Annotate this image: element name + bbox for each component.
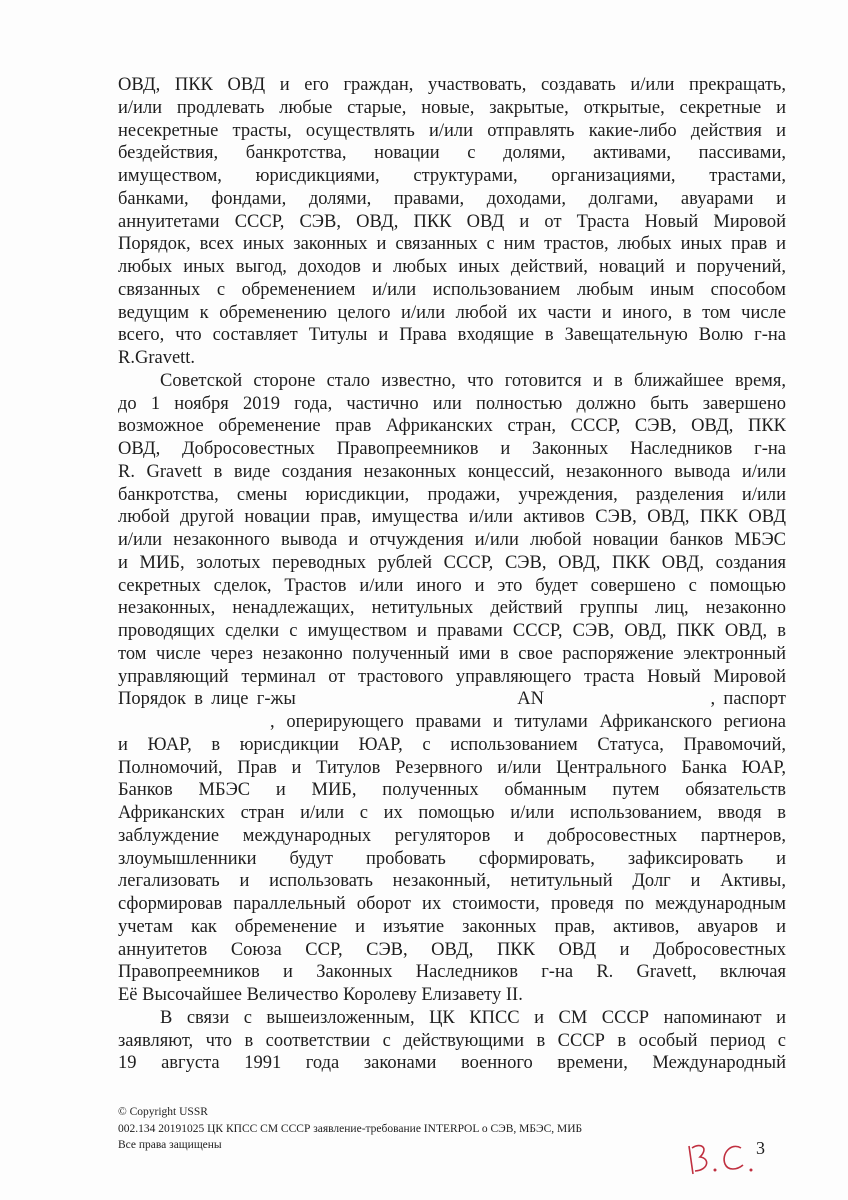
text-line: Порядок, всех иных законных и связанных с ним трастов, любых иных прав и [118, 234, 786, 255]
page-footer [118, 1104, 582, 1154]
text-line: R. Gravett в виде создания незаконных концессий, незаконного вывода и/или [118, 461, 786, 482]
redacted-area [118, 713, 270, 729]
text-line: Советской стороне стало известно, что готовится и в ближайшее время, [160, 370, 786, 391]
redacted-line-left: Порядок в лице г-жы [118, 689, 296, 710]
text-line: банкротства, смены юрисдикции, продажи, учреждения, разделения и/или [118, 484, 786, 505]
text-line: управляющий терминал от трастового управляющего траста Новый Мировой [118, 666, 786, 687]
document-reference: 002.134 20191025 ЦК КПСС СМ СССР заявление-требование INTERPOL о СЭВ, МБЭС, МИБ [118, 1122, 583, 1135]
text-line: любой другой новации прав, имущества и/или активов СЭВ, ОВД, ПКК ОВД [118, 507, 786, 528]
text-line: злоумышленники будут пробовать сформировать, зафиксировать и [118, 848, 786, 869]
redacted-line-right: , паспорт [710, 689, 786, 710]
text-line: и ЮАР, в юрисдикции ЮАР, с использованием Статуса, Правомочий, [118, 734, 786, 755]
text-line: В связи с вышеизложенным, ЦК КПСС и СМ СССР напоминают и [160, 1007, 786, 1028]
rights-text: Все права защищены [118, 1139, 222, 1152]
document-body [118, 74, 786, 1075]
text-line: ОВД, Добросовестных Правопреемников и Законных Наследников г-на [118, 439, 786, 459]
text-line: сформировав параллельный оборот их стоимости, проведя по международным [118, 894, 786, 914]
text-line: ОВД, ПКК ОВД и его граждан, участвовать, создавать и/или прекращать, [118, 75, 786, 95]
redacted-line-rest: , оперирующего правами и титулами Африканского региона [270, 712, 786, 732]
text-line: секретных сделок, Трастов и/или иного и это будет совершено с помощью [118, 575, 786, 596]
text-line: 19 августа 1991 года законами военного времени, Международный [118, 1053, 786, 1074]
text-line: Полномочий, Прав и Титулов Резервного и/или Центрального Банка ЮАР, [118, 757, 786, 778]
text-line: ведущим к обременению целого и/или любой их части и иного, в том числе [118, 302, 786, 323]
text-line: и/или незаконного вывода и отчуждения и/или любой новации банков МБЭС [118, 530, 786, 550]
text-line: Правопреемников и Законных Наследников г-на R. Gravett, включая [118, 962, 786, 983]
text-line: имуществом, юрисдикциями, структурами, организациями, трастами, [118, 166, 786, 186]
text-line: том числе через незаконно полученный ими в свое распоряжение электронный [118, 643, 786, 664]
text-line: R.Gravett. [118, 348, 196, 368]
text-line: заявляют, что в соответствии с действующими в СССР в особый период с [118, 1030, 786, 1051]
redacted-line-middle: AN [517, 689, 545, 710]
text-line: незаконных, ненадлежащих, нетитульных действий группы лиц, незаконно [118, 598, 786, 619]
text-line: связанных с обременением и/или использованием любым иным способом [118, 279, 786, 300]
text-line: банками, фондами, долями, правами, доходами, долгами, авуарами и [118, 188, 786, 209]
text-line: легализовать и использовать незаконный, нетитульный Долг и Активы, [118, 871, 786, 892]
text-line: возможное обременение прав Африканских стран, СССР, СЭВ, ОВД, ПКК [118, 416, 786, 437]
text-line: и/или продлевать любые старые, новые, закрытые, открытые, секретные и [118, 97, 786, 118]
handwritten-signature [683, 1140, 763, 1180]
text-line: Её Высочайшее Величество Королеву Елизавету II. [118, 985, 523, 1005]
text-line: Африканских стран и/или с их помощью и/или использованием, вводя в [118, 803, 786, 823]
copyright-text: © Copyright USSR [118, 1106, 208, 1118]
text-line: заблуждение международных регуляторов и добросовестных партнеров, [118, 825, 786, 846]
redacted-area [304, 690, 509, 706]
page-number: 3 [756, 1138, 765, 1158]
text-line: до 1 ноября 2019 года, частично или полностью должно быть завершено [118, 393, 786, 414]
text-line: аннуитетами СССР, СЭВ, ОВД, ПКК ОВД и от Траста Новый Мировой [118, 211, 786, 232]
text-line: и МИБ, золотых переводных рублей СССР, СЭВ, ОВД, ПКК ОВД, создания [118, 552, 786, 573]
redacted-area [552, 690, 702, 706]
text-line: любых иных выгод, доходов и любых иных действий, новаций и поручений, [118, 257, 786, 277]
redacted-text-line [118, 711, 786, 734]
text-line: Банков МБЭС и МИБ, полученных обманным путем обязательств [118, 780, 786, 801]
text-line: всего, что составляет Титулы и Права входящие в Завещательную Волю г-на [118, 325, 786, 346]
text-line: несекретные трасты, осуществлять и/или отправлять какие-либо действия и [118, 120, 786, 141]
redacted-text-line [118, 688, 786, 711]
text-line: проводящих сделки с имуществом и правами СССР, СЭВ, ОВД, ПКК ОВД, в [118, 621, 786, 641]
text-line: учетам как обременение и изъятие законных прав, активов, авуаров и [118, 916, 786, 937]
text-line: бездействия, банкротства, новации с долями, активами, пассивами, [118, 143, 786, 164]
text-line: аннуитетов Союза ССР, СЭВ, ОВД, ПКК ОВД и Добросовестных [118, 939, 786, 960]
